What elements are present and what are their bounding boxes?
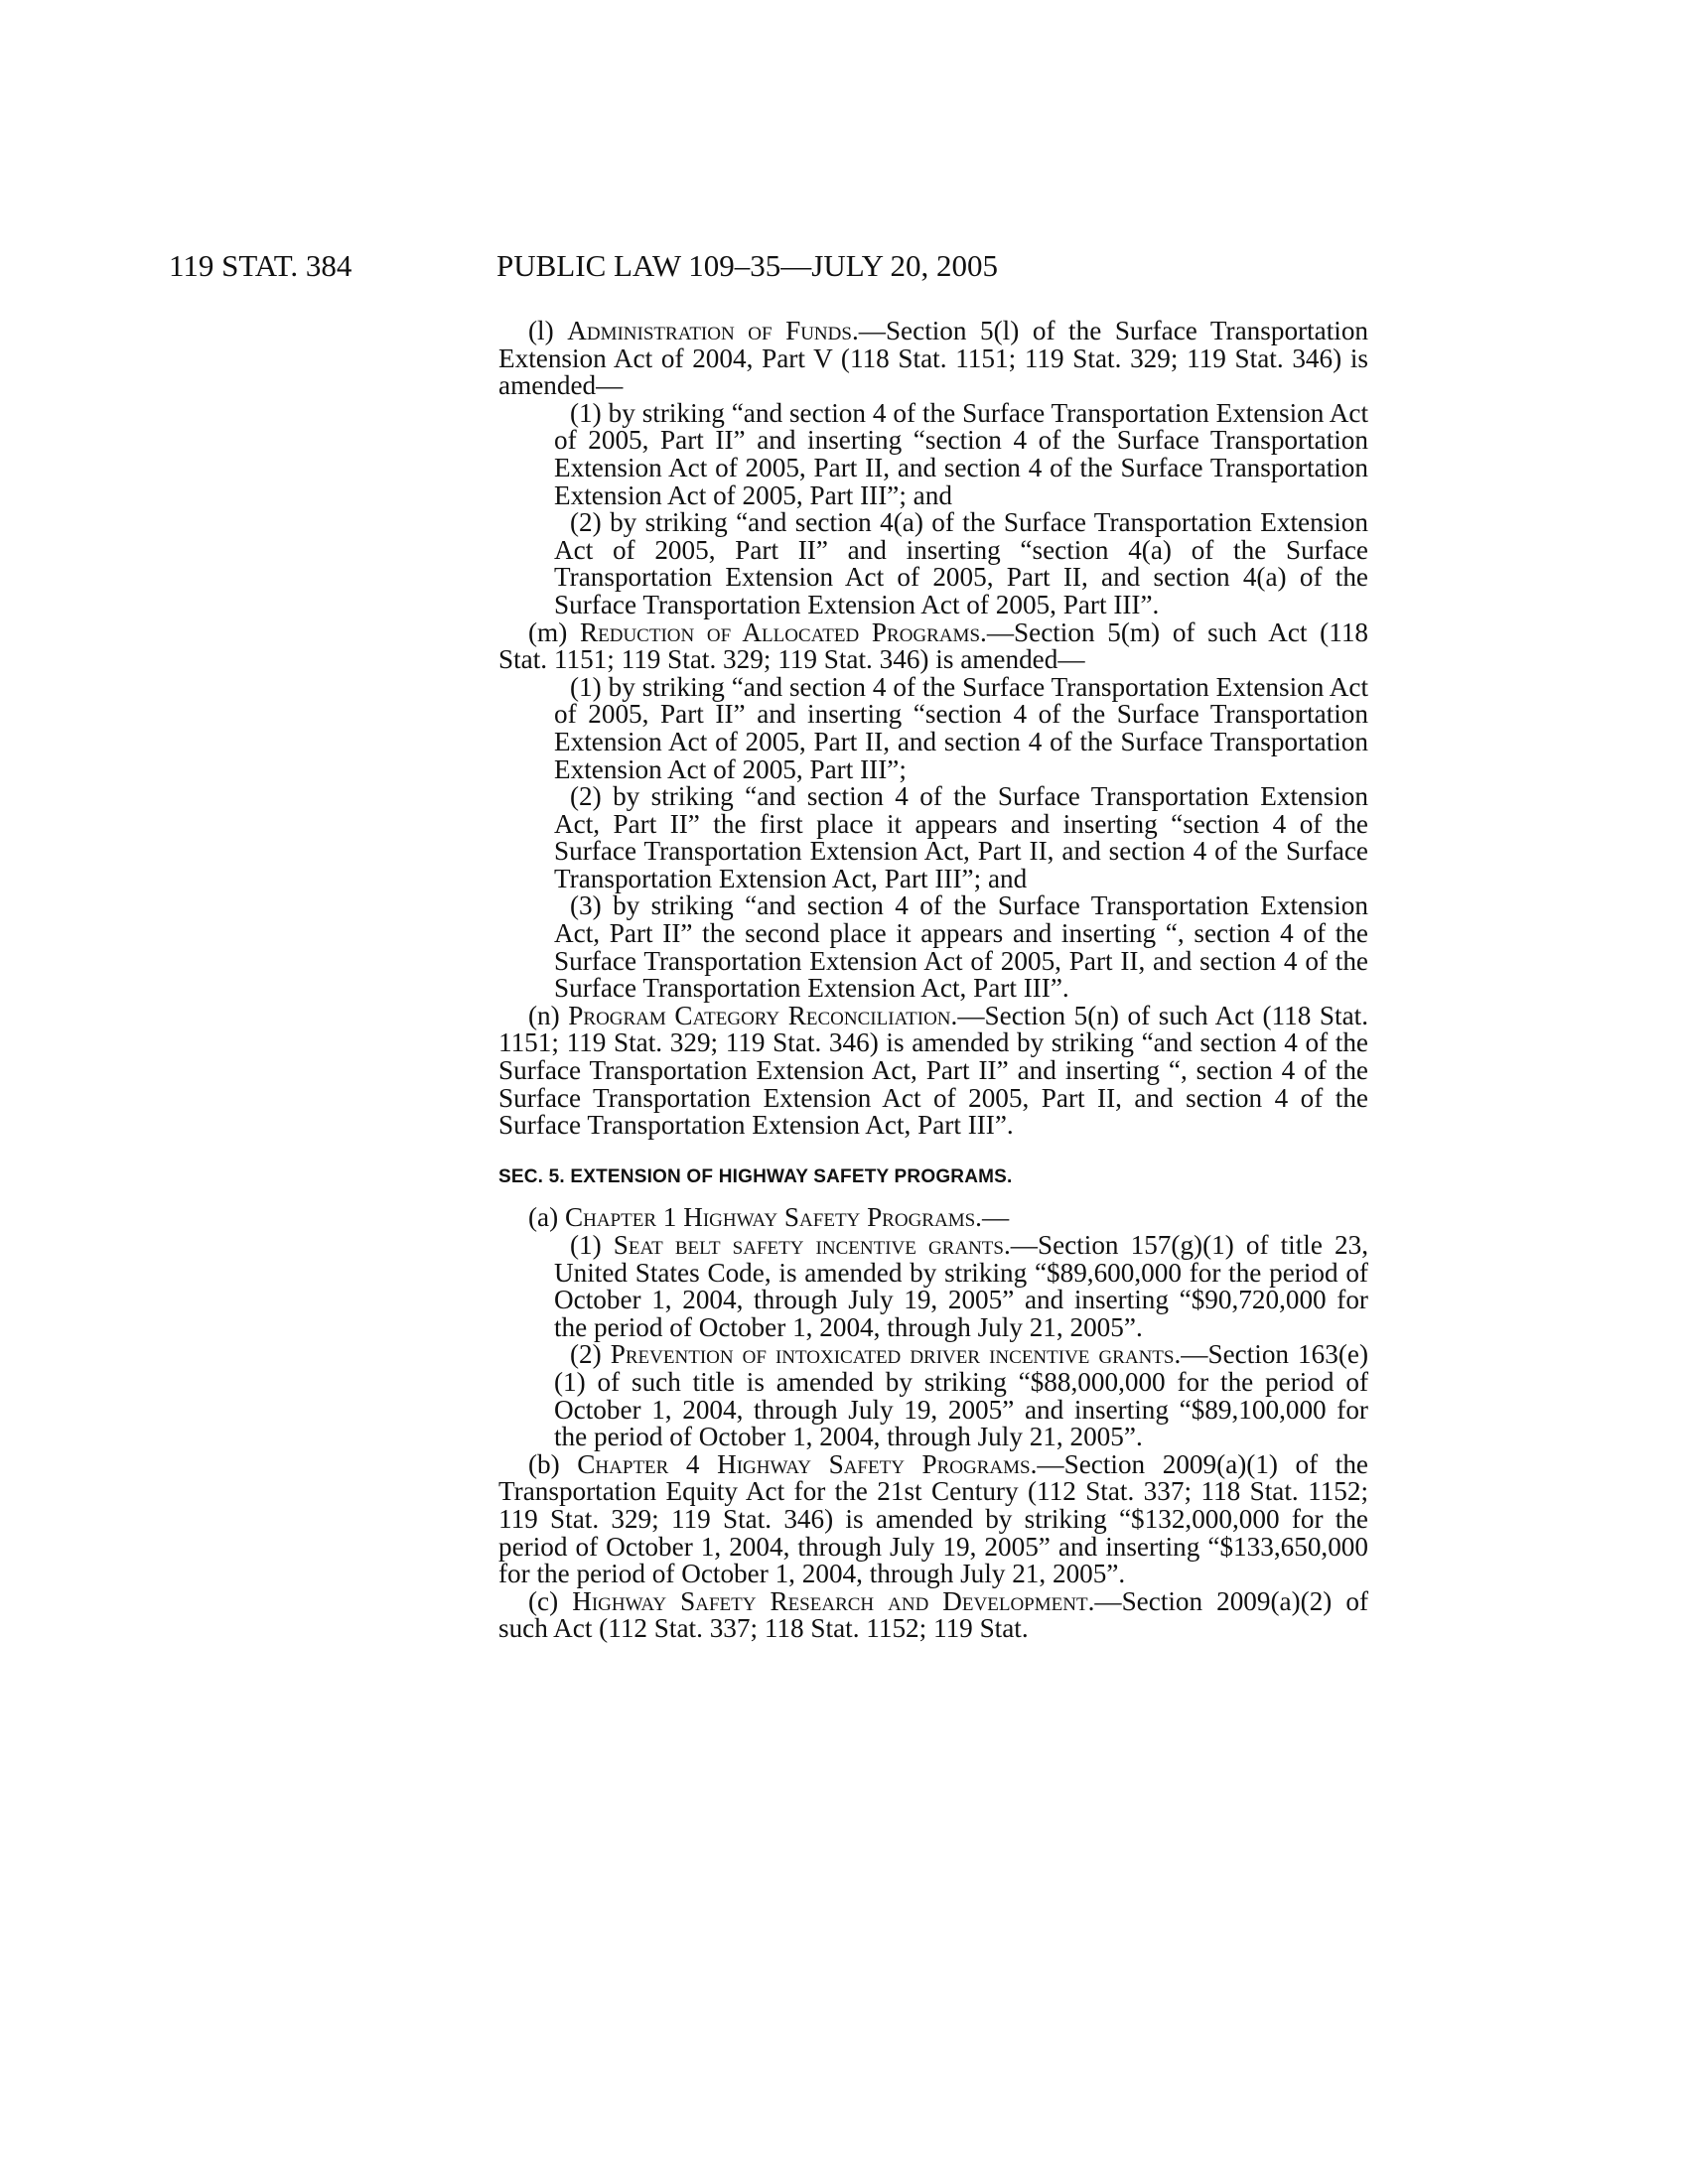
body-text-column bbox=[498, 318, 1368, 1643]
subsection-a bbox=[498, 1204, 1368, 1232]
subsection-a-items bbox=[498, 1232, 1368, 1451]
subsection-m-items bbox=[498, 671, 1368, 1004]
subsection-caption: Reduction of Allocated Programs. bbox=[579, 616, 987, 647]
paragraph-caption: Seat belt safety incentive grants. bbox=[613, 1230, 1011, 1260]
list-item bbox=[554, 1341, 1368, 1450]
list-item: (2) by striking “and section 4(a) of the Surface Transportation Extension Act of 2005, Part II” and inserting “section 4(a) of the Surface Transportation Extension Act of 2005, Part II, and section 4(a) of the Surface Transportation Extension Act of 2005, Part III”. bbox=[554, 507, 1368, 619]
subsection-text: —Section 5(m) of such Act (118 Stat. 1151; 119 Stat. 329; 119 Stat. 346) is amended— bbox=[498, 616, 1369, 675]
subsection-label: (a) bbox=[528, 1202, 559, 1233]
subsection-caption: Chapter 1 Highway Safety Programs. bbox=[564, 1202, 982, 1233]
list-item: (1) by striking “and section 4 of the Surface Transportation Extension Act of 2005, Part II” and inserting “section 4 of the Surface Transportation Extension Act of 2005, Part II, and section 4 of the Surface Transportation Extension Act of 2005, Part III”; bbox=[554, 671, 1368, 784]
section-heading: SEC. 5. EXTENSION OF HIGHWAY SAFETY PROGRAMS. bbox=[498, 1165, 1013, 1187]
subsection-label: (c) bbox=[528, 1585, 559, 1616]
subsection-l bbox=[498, 318, 1368, 400]
paragraph-text: —Section 157(g)(1) of title 23, United States Code, is amended by striking “$89,600,000 for the period of October 1, 2004, through July 19, 2005” and inserting “$90,720,000 for the period of October 1, 2004, through July 21, 2005”. bbox=[554, 1230, 1368, 1342]
list-item: (3) by striking “and section 4 of the Surface Transportation Extension Act, Part II” the second place it appears and inserting “, section 4 of the Surface Transportation Extension Act of 2005, Part II, and section 4 of the Surface Transportation Extension Act, Part III”. bbox=[554, 890, 1368, 1004]
list-item: (1) by striking “and section 4 of the Surface Transportation Extension Act of 2005, Part II” and inserting “section 4 of the Surface Transportation Extension Act of 2005, Part II, and section 4 of the Surface Transportation Extension Act of 2005, Part III”; and bbox=[554, 397, 1368, 510]
subsection-text: —Section 5(l) of the Surface Transportation Extension Act of 2004, Part V (118 Stat. 1151; 119 Stat. 329; 119 Stat. 346) is amended— bbox=[498, 316, 1369, 401]
running-head: PUBLIC LAW 109–35—JULY 20, 2005 bbox=[496, 248, 999, 283]
paragraph-caption: Prevention of intoxicated driver incentive grants. bbox=[610, 1339, 1182, 1370]
subsection-caption: Administration of Funds. bbox=[567, 316, 859, 345]
subsection-text: —Section 2009(a)(1) of the Transportation Equity Act for the 21st Century (112 Stat. 337; 118 Stat. 1152; 119 Stat. 329; 119 Stat. 346) is amended by striking “$132,000,000 for the period of October 1, 2004, through July 19, 2005” and inserting “$133,650,000 for the period of October 1, 2004, through July 21, 2005”. bbox=[498, 1448, 1369, 1589]
stat-page-reference: 119 STAT. 384 bbox=[169, 248, 352, 283]
subsection-text: —Section 2009(a)(2) of such Act (112 Stat. 337; 118 Stat. 1152; 119 Stat. bbox=[498, 1585, 1368, 1644]
subsection-dash: — bbox=[981, 1202, 1010, 1233]
subsection-caption: Chapter 4 Highway Safety Programs. bbox=[577, 1448, 1038, 1479]
subsection-caption: Program Category Reconciliation. bbox=[568, 1000, 958, 1030]
subsection-caption: Highway Safety Research and Development. bbox=[572, 1585, 1095, 1616]
subsection-n bbox=[498, 1000, 1368, 1141]
page-header bbox=[0, 248, 1688, 288]
subsection-label: (n) bbox=[528, 1000, 560, 1030]
subsection-l-items bbox=[498, 397, 1368, 619]
paragraph-label: (1) bbox=[570, 1230, 602, 1260]
subsection-c bbox=[498, 1585, 1368, 1644]
subsection-label: (m) bbox=[528, 616, 568, 647]
subsection-label: (l) bbox=[528, 316, 554, 345]
list-item: (2) by striking “and section 4 of the Surface Transportation Extension Act, Part II” the first place it appears and inserting “section 4 of the Surface Transportation Extension Act, Part II, and section 4 of the Surface Transportation Extension Act, Part III”; and bbox=[554, 781, 1368, 893]
subsection-label: (b) bbox=[528, 1448, 560, 1479]
paragraph-text: —Section 163(e)(1) of such title is amended by striking “$88,000,000 for the period of October 1, 2004, through July 19, 2005” and inserting “$89,100,000 for the period of October 1, 2004, through July 21, 2005”. bbox=[554, 1339, 1369, 1452]
subsection-text: —Section 5(n) of such Act (118 Stat. 1151; 119 Stat. 329; 119 Stat. 346) is amended by striking “and section 4 of the Surface Transportation Extension Act, Part II” and inserting “, section 4 of the Surface Transportation Extension Act of 2005, Part II, and section 4 of the Surface Transportation Extension Act, Part III”. bbox=[498, 1000, 1368, 1141]
paragraph-label: (2) bbox=[570, 1339, 602, 1370]
subsection-m bbox=[498, 616, 1369, 675]
list-item bbox=[554, 1232, 1368, 1341]
subsection-b bbox=[498, 1448, 1369, 1589]
